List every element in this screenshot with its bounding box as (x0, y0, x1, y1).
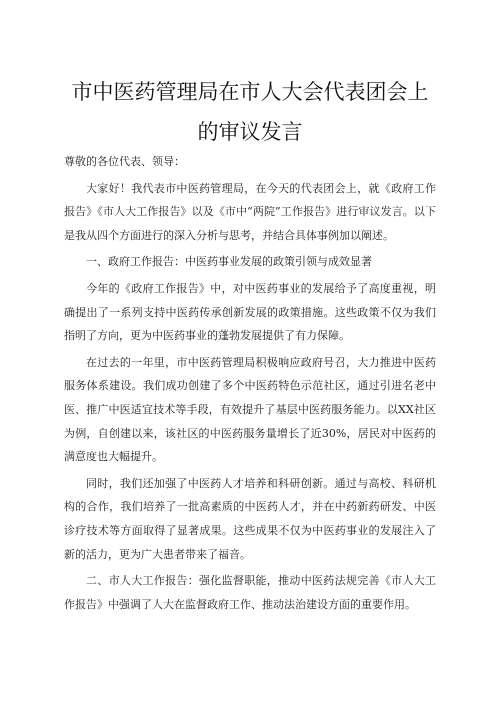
paragraph: 在过去的一年里，市中医药管理局积极响应政府号召，大力推进中医药服务体系建设。我们成功创建了多个中医药特色示范社区，通过引进名老中医、推广中医适宜技术等手段，有效提升了基层中医药服务能力。以XX社区为例，自创建以来，该社区的中医药服务量增长了近30%，居民对中医药的满意度也大幅提升。 (64, 355, 436, 464)
document-title-line1: 市中医药管理局在市人大会代表团会上 (71, 80, 429, 104)
paragraph: 今年的《政府工作报告》中，对中医药事业的发展给予了高度重视，明确提出了一系列支持中医药传承创新发展的政策措施。这些政策不仅为我们指明了方向，更为中医药事业的蓬勃发展提供了有力保障。 (64, 281, 436, 343)
paragraph: 同时，我们还加强了中医药人才培养和科研创新。通过与高校、科研机构的合作，我们培养了一批高素质的中医药人才，并在中药新药研发、中医诊疗技术等方面取得了显著成果。这些成果不仅为中医药事业的发展注入了新的活力，更为广大患者带来了福音。 (64, 476, 436, 561)
section-heading-1: 一、政府工作报告：中医药事业发展的政策引领与成效显著 (86, 255, 372, 269)
salutation: 尊敬的各位代表、领导： (64, 155, 185, 168)
document-body (64, 150, 436, 616)
section-heading-2: 二、市人大工作报告：强化监督职能，推动中医药法规完善《市人大工作报告》中强调了人大在监督政府工作、推动法治建设方面的重要作用。 (64, 574, 436, 611)
paragraph-intro: 大家好！我代表市中医药管理局，在今天的代表团会上，就《政府工作报告》《市人大工作报告》以及《市中“两院”工作报告》进行审议发言。以下是我从四个方面进行的深入分析与思考，并结合具体事例加以阐述。 (64, 181, 436, 242)
document-title-line2: 的审议发言 (197, 120, 303, 144)
